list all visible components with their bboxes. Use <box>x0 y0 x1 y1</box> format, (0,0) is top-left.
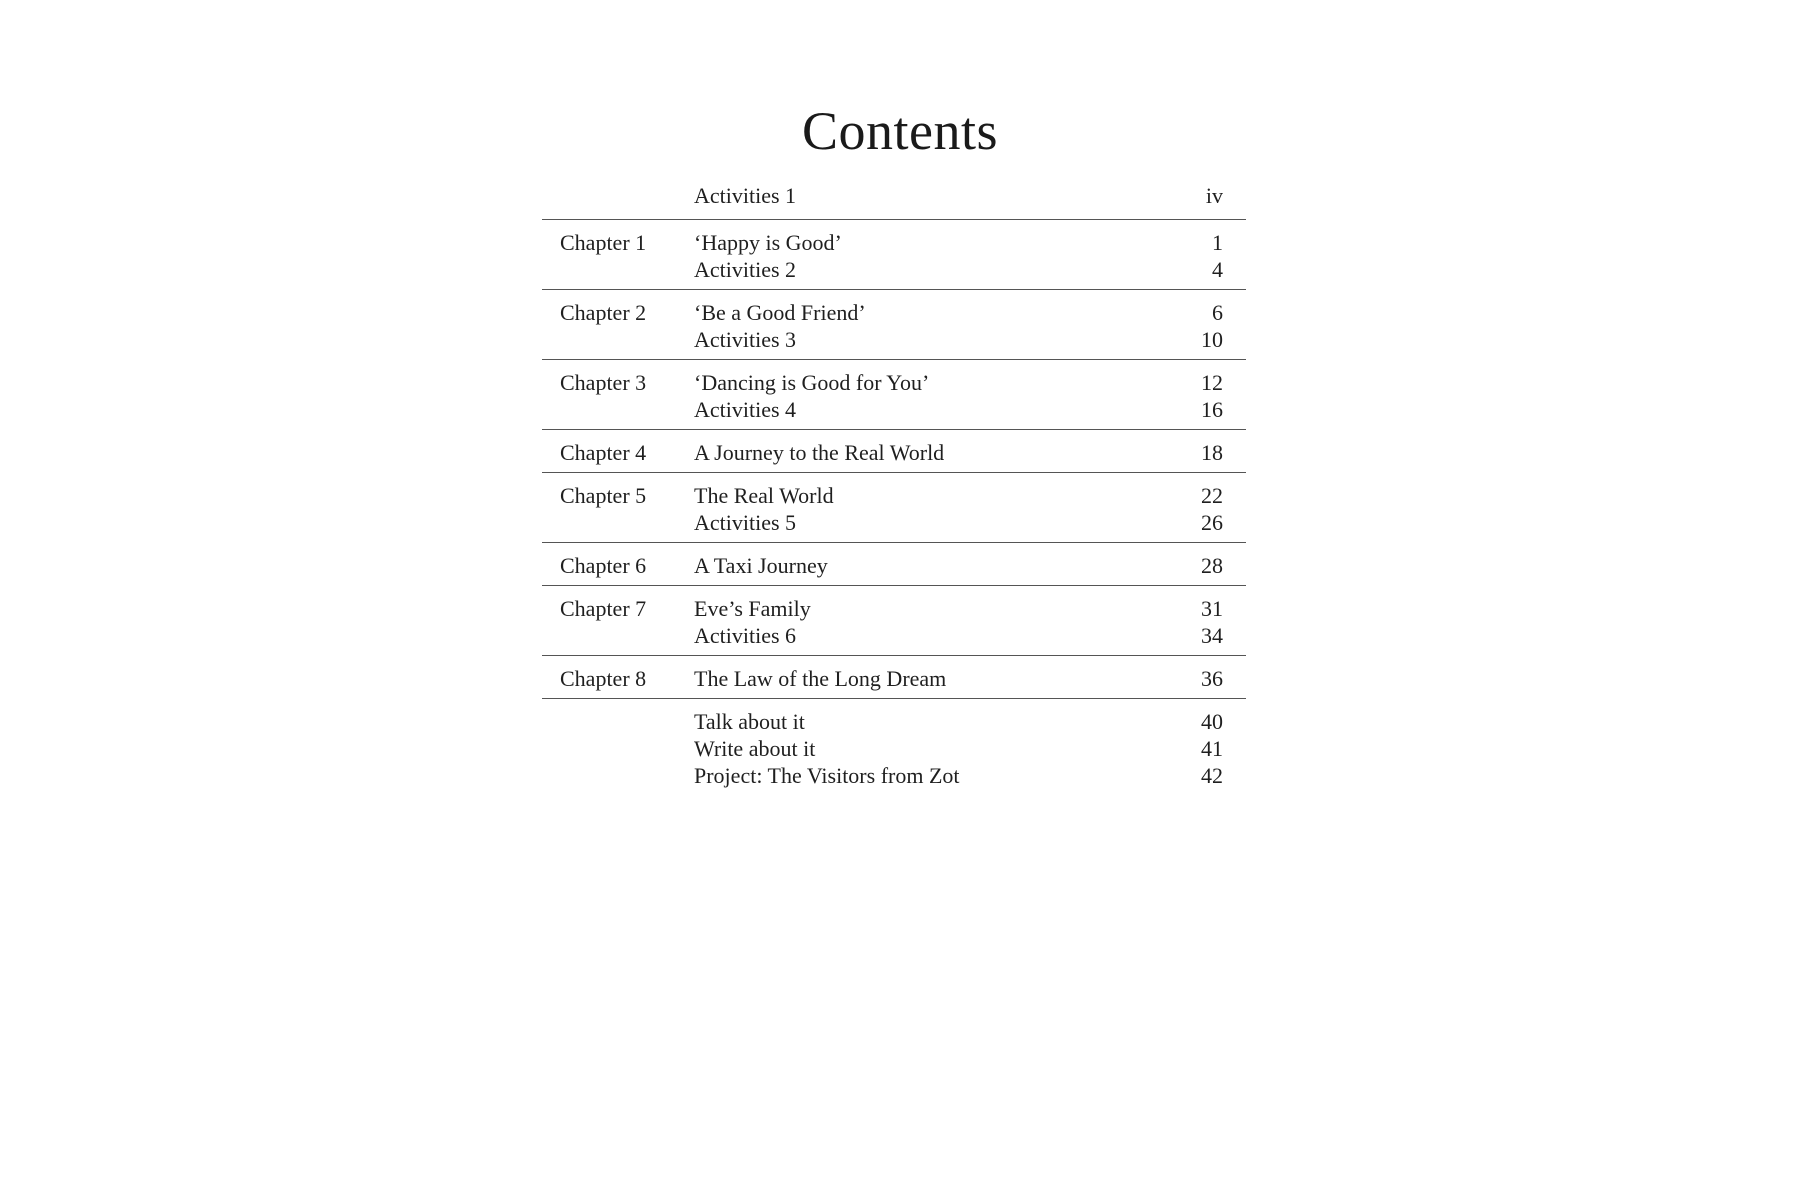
toc-group <box>542 219 1246 289</box>
toc-entry[interactable] <box>542 256 1246 283</box>
chapter-label: Chapter 5 <box>560 483 647 508</box>
chapter-label: Chapter 3 <box>560 370 647 395</box>
page-number: 12 <box>1201 370 1223 395</box>
toc-entry[interactable] <box>542 299 1246 326</box>
entry-title: A Taxi Journey <box>694 553 828 578</box>
page-number: 16 <box>1201 397 1223 422</box>
entry-title: ‘Happy is Good’ <box>694 230 842 255</box>
chapter-label: Chapter 6 <box>560 553 647 578</box>
toc-entry[interactable] <box>542 665 1246 692</box>
toc-entry[interactable] <box>542 182 1246 209</box>
page-number: 26 <box>1201 510 1223 535</box>
page-number: 40 <box>1201 709 1223 734</box>
page-number: 36 <box>1201 666 1223 691</box>
chapter-label: Chapter 4 <box>560 440 647 465</box>
toc-entry[interactable] <box>542 622 1246 649</box>
chapter-label: Chapter 7 <box>560 596 647 621</box>
entry-title: Activities 2 <box>694 257 797 282</box>
toc-entry[interactable] <box>542 509 1246 536</box>
page-number: 28 <box>1201 553 1223 578</box>
entry-title: ‘Be a Good Friend’ <box>694 300 866 325</box>
entry-title: Project: The Visitors from Zot <box>694 763 960 788</box>
entry-title: Write about it <box>694 736 816 761</box>
page-number: 41 <box>1201 736 1223 761</box>
toc-group <box>542 182 1246 219</box>
toc-group <box>542 429 1246 472</box>
toc-entry[interactable] <box>542 595 1246 622</box>
toc-entry[interactable] <box>542 708 1246 735</box>
entry-title: ‘Dancing is Good for You’ <box>694 370 930 395</box>
toc-group <box>542 698 1246 795</box>
toc-entry[interactable] <box>542 369 1246 396</box>
entry-title: Activities 6 <box>694 623 797 648</box>
entry-title: The Real World <box>694 483 834 508</box>
page-number: 34 <box>1201 623 1223 648</box>
chapter-label: Chapter 1 <box>560 230 647 255</box>
toc-entry[interactable] <box>542 326 1246 353</box>
page-number: 4 <box>1212 257 1223 282</box>
page-number: iv <box>1205 183 1223 208</box>
entry-title: Activities 1 <box>694 183 797 208</box>
toc-group <box>542 542 1246 585</box>
page-number: 6 <box>1212 300 1223 325</box>
toc-group <box>542 585 1246 655</box>
toc-group <box>542 472 1246 542</box>
chapter-label: Chapter 8 <box>560 666 647 691</box>
entry-title: Eve’s Family <box>694 596 811 621</box>
page-title: Contents <box>801 101 998 161</box>
chapter-label: Chapter 2 <box>560 300 647 325</box>
toc-group <box>542 359 1246 429</box>
page-number: 18 <box>1201 440 1223 465</box>
toc-entry[interactable] <box>542 229 1246 256</box>
page-number: 10 <box>1201 327 1223 352</box>
toc-entry[interactable] <box>542 735 1246 762</box>
entry-title: Activities 4 <box>694 397 797 422</box>
page-number: 1 <box>1212 230 1223 255</box>
toc-group <box>542 289 1246 359</box>
table-of-contents <box>542 182 1246 795</box>
page-number: 31 <box>1201 596 1223 621</box>
toc-entry[interactable] <box>542 762 1246 789</box>
entry-title: Talk about it <box>694 709 805 734</box>
page-number: 42 <box>1201 763 1223 788</box>
entry-title: The Law of the Long Dream <box>694 666 947 691</box>
page-number: 22 <box>1201 483 1223 508</box>
toc-entry[interactable] <box>542 552 1246 579</box>
entry-title: Activities 5 <box>694 510 797 535</box>
toc-entry[interactable] <box>542 439 1246 466</box>
toc-group <box>542 655 1246 698</box>
toc-entry[interactable] <box>542 482 1246 509</box>
entry-title: A Journey to the Real World <box>694 440 945 465</box>
toc-entry[interactable] <box>542 396 1246 423</box>
entry-title: Activities 3 <box>694 327 797 352</box>
